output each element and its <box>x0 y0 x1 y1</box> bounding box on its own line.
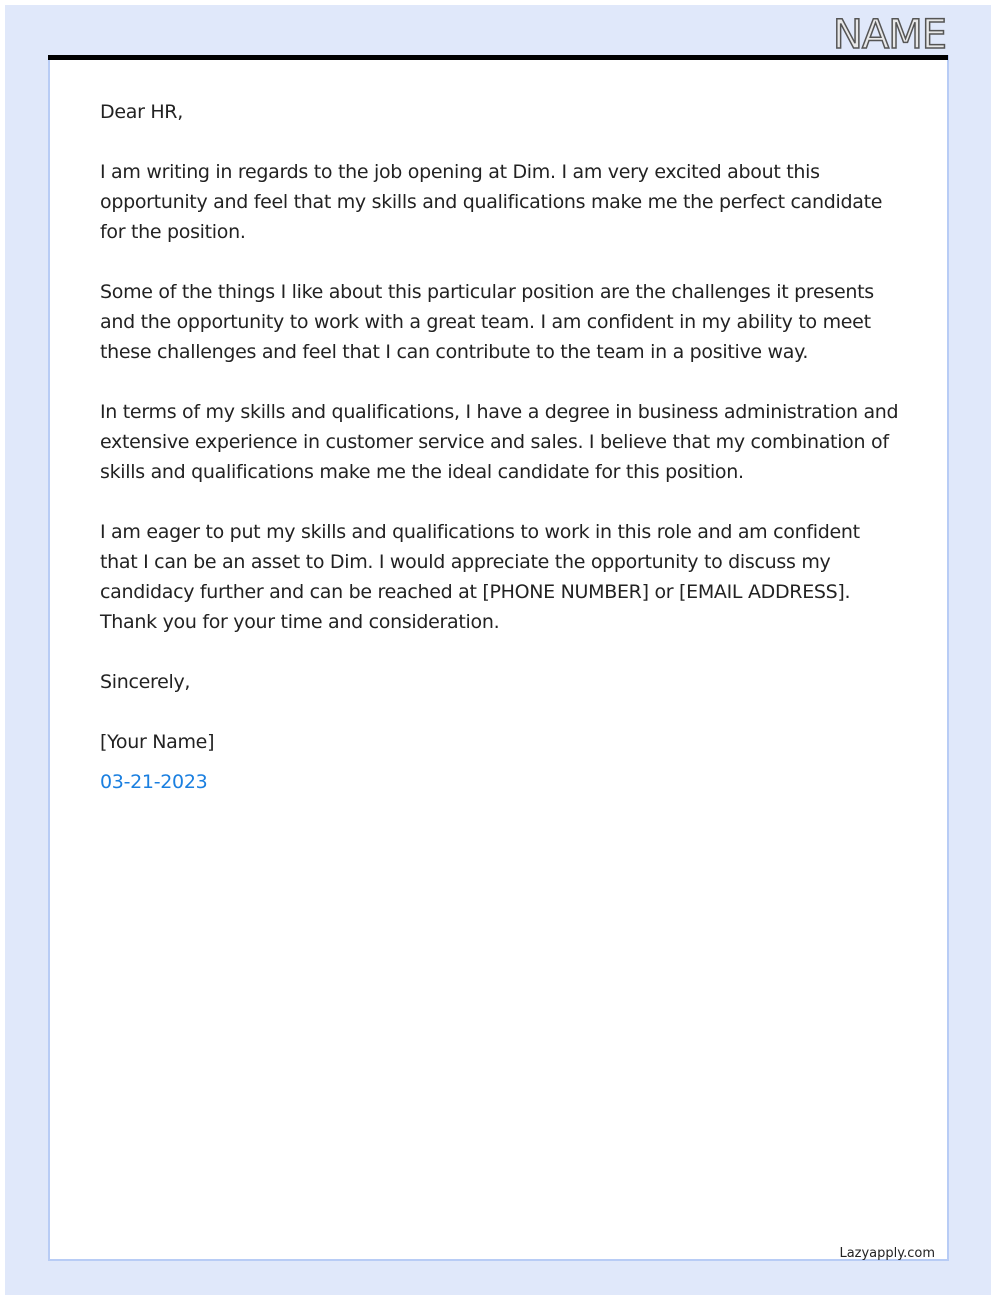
name-heading: NAME <box>832 12 946 58</box>
letter-body <box>100 97 900 827</box>
closing: Sincerely, <box>100 671 191 693</box>
date: 03-21-2023 <box>100 771 208 793</box>
greeting: Dear HR, <box>100 101 183 123</box>
paragraph-2: Some of the things I like about this particular position are the challenges it presents and the opportunity to work with a great team. I am confident in my ability to meet these challenges and feel that I can contribute to the team in a positive way. <box>100 281 874 363</box>
header-rule <box>48 55 948 60</box>
paragraph-1: I am writing in regards to the job opening at Dim. I am very excited about this opportunity and feel that my skills and qualifications make me the perfect candidate for the position. <box>100 161 883 243</box>
signature: [Your Name] <box>100 731 215 753</box>
paragraph-3: In terms of my skills and qualifications, I have a degree in business administration and extensive experience in customer service and sales. I believe that my combination of skills and qualifications make me the ideal candidate for this position. <box>100 401 899 483</box>
footer-brand: Lazyapply.com <box>839 1246 935 1261</box>
paragraph-4: I am eager to put my skills and qualifications to work in this role and am confident that I can be an asset to Dim. I would appreciate the opportunity to discuss my candidacy further and can be reached at [PHONE NUMBER] or [EMAIL ADDRESS]. Thank you for your time and consideration. <box>100 521 860 633</box>
